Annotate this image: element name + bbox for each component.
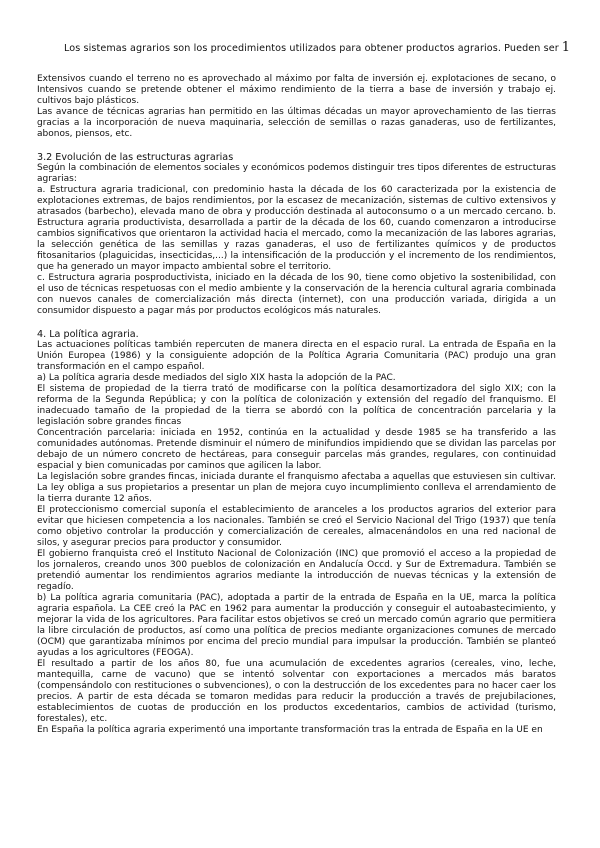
header-text: Los sistemas agrarios son los procedimientos utilizados para obtener productos agrarios. Pueden ser: [64, 43, 559, 54]
section-4-paragraph-2: a) La política agraria desde mediados del siglo XIX hasta la adopción de la PAC.: [37, 373, 396, 383]
section-4-paragraph-7: El gobierno franquista creó el Instituto Nacional de Colonización (INC) que promovió el acceso a la propiedad de los jornaleros, creando unos 300 pueblos de colonización en Andalucía Occd. y Sur de Extremadura. También se pretendió aumentar los rendimientos agrarios mediante la introducción de nuevas técnicas y la extensión de regadío.: [37, 549, 556, 592]
section-4-paragraph-6: El proteccionismo comercial suponía el establecimiento de aranceles a los productos agrarios del exterior para evitar que hiciesen competencia a los nacionales. También se creó el Servicio Nacional del Trigo (1937) que tenía como objetivo controlar la producción y comercialización de cereales, almacenándolos en una red nacional de silos, y asegurar precios para productor y consumidor.: [37, 505, 556, 548]
intro-paragraph-2: Las avance de técnicas agrarias han permitido en las últimas décadas un mayor aprovechamiento de las tierras gracias a la incorporación de nueva maquinaria, selección de semillas o razas ganaderas, uso de fertilizantes, abonos, piensos, etc.: [37, 107, 556, 139]
page-header: [64, 40, 571, 55]
section-4-paragraph-8: b) La política agraria comunitaria (PAC), adoptada a partir de la entrada de España en la UE, marca la política agraria española. La CEE creó la PAC en 1962 para aumentar la producción y conseguir el autoabastecimiento, y mejorar la vida de los agricultores. Para facilitar estos objetivos se creó un mercado común agrario que permitiera la libre circulación de productos, así como una política de precios mediante organizaciones comunes de mercado (OCM) que garantizaba mínimos por encima del precio mundial para impulsar la producción. También se planteó ayudas a los agricultores (FEOGA).: [37, 593, 556, 658]
section-4-paragraph-1: Las actuaciones políticas también repercuten de manera directa en el espacio rural. La entrada de España en la Unión Europea (1986) y la consiguiente adopción de la Política Agraria Comunitaria (PAC) produjo una gran transformación en el campo español.: [37, 340, 556, 372]
intro-paragraph-1: Extensivos cuando el terreno no es aprovechado al máximo por falta de inversión ej. explotaciones de secano, o Intensivos cuando se pretende obtener el máximo rendimiento de la tierra a base de inversión y trabajo ej. cultivos bajo plásticos.: [37, 74, 556, 106]
page-number: 1: [561, 40, 571, 55]
section-4-paragraph-3: El sistema de propiedad de la tierra trató de modificarse con la política desamortizadora del siglo XIX; con la reforma de la Segunda República; y con la política de colonización y extensión del regadío del franquismo. El inadecuado tamaño de la propiedad de la tierra se abordó con la política de concentración parcelaria y la legislación sobre grandes fincas: [37, 384, 556, 427]
section-3-2-paragraph-3: c. Estructura agraria posproductivista, iniciado en la década de los 90, tiene como objetivo la sostenibilidad, con el uso de técnicas respetuosas con el medio ambiente y la conservación de la herencia cultural agraria combinada con nuevos canales de comercialización más directa (internet), con una producción variada, dirigida a un consumidor dispuesto a pagar más por productos ecológicos más naturales.: [37, 273, 556, 316]
section-3-2-title: 3.2 Evolución de las estructuras agrarias: [37, 152, 234, 163]
section-3-2-paragraph-1: Según la combinación de elementos sociales y económicos podemos distinguir tres tipos diferentes de estructuras agrarias:: [37, 163, 556, 184]
section-4-title: 4. La política agraria.: [37, 329, 139, 340]
section-4-paragraph-10: En España la política agraria experimentó una importante transformación tras la entrada de España en la UE en: [37, 725, 543, 735]
section-4-paragraph-9: El resultado a partir de los años 80, fue una acumulación de excedentes agrarios (cereales, vino, leche, mantequilla, carne de vacuno) que se intentó solventar con exportaciones a mercados más baratos (compensándolo con restituciones o subvenciones), o con la destrucción de los excedentes para no hacer caer los precios. A partir de esta década se tomaron medidas para reducir la producción a través de prejubilaciones, establecimientos de cuotas de producción en los productos excedentarios, cambios de actividad (turismo, forestales), etc.: [37, 659, 556, 724]
section-3-2-paragraph-2: a. Estructura agraria tradicional, con predominio hasta la década de los 60 caracterizada por la existencia de explotaciones extremas, de bajos rendimientos, por la escasez de mecanización, sistemas de cultivo extensivos y atrasados (barbecho), elevada mano de obra y producción destinada al autoconsumo o a un mercado cercano. b. Estructura agraria productivista, desarrollada a partir de la década de los 60, cuando comenzaron a introducirse cambios significativos que orientaron la actividad hacia el mercado, como la mecanización de las labores agrarias, la selección genética de las semillas y razas ganaderas, el uso de fertilizantes químicos y de productos fitosanitarios (plaguicidas, insecticidas,...) la intensificación de la producción y el incremento de los rendimientos, que ha generado un mayor impacto ambiental sobre el territorio.: [37, 185, 556, 272]
section-4-paragraph-4: Concentración parcelaria: iniciada en 1952, continúa en la actualidad y desde 1985 se ha transferido a las comunidades autónomas. Pretende disminuir el número de minifundios impidiendo que se dividan las parcelas por debajo de un número concreto de hectáreas, para conseguir parcelas más grandes, regulares, con continuidad espacial y bien comunicadas por caminos que agilicen la labor.: [37, 428, 556, 471]
document-body: [37, 74, 556, 736]
section-4-paragraph-5: La legislación sobre grandes fincas, iniciada durante el franquismo afectaba a aquellas que estuviesen sin cultivar. La ley obliga a sus propietarios a presentar un plan de mejora cuyo incumplimiento conlleva el arrendamiento de la tierra durante 12 años.: [37, 472, 556, 504]
